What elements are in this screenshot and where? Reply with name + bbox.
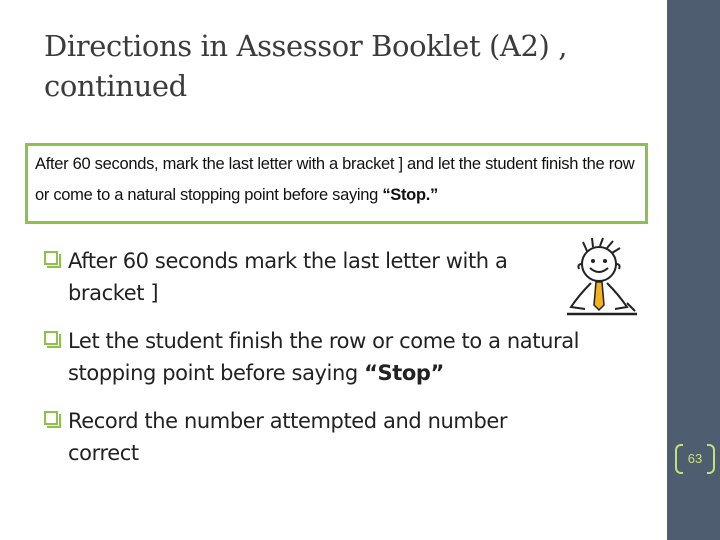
page-number: 63 <box>687 451 703 466</box>
bullet-text <box>68 245 507 309</box>
checkbox-bullet-icon <box>44 331 58 345</box>
excerpt-line-2-text: or come to a natural stopping point before saying <box>35 186 383 204</box>
student-writing-icon <box>565 237 639 317</box>
excerpt-stop-word: “Stop.” <box>382 186 438 204</box>
bullet-line: Let the student finish the row or come to a natural <box>68 329 580 353</box>
slide-title-line-2: continued <box>44 69 187 103</box>
bullet-text <box>68 405 507 469</box>
bullet-line-text: stopping point before saying <box>68 361 365 385</box>
bullet-line: correct <box>68 441 139 465</box>
page-number-badge <box>675 444 715 474</box>
booklet-excerpt-box <box>25 143 648 224</box>
bullet-line <box>68 357 579 389</box>
bullet-line: After 60 seconds mark the last letter with a <box>68 249 508 273</box>
slide-title <box>44 26 644 106</box>
bullet-line: Record the number attempted and number <box>68 409 508 433</box>
excerpt-line-2 <box>35 186 438 205</box>
excerpt-line-1: After 60 seconds, mark the last letter with a bracket ] and let the student finish the row <box>35 155 635 173</box>
checkbox-bullet-icon <box>44 251 58 265</box>
bullet-line: bracket ] <box>68 281 159 305</box>
bullet-text <box>68 325 579 389</box>
bullet-stop-word: “Stop” <box>364 361 444 385</box>
right-bracket-icon <box>707 444 715 474</box>
checkbox-bullet-icon <box>44 411 58 425</box>
slide-title-line-1: Directions in Assessor Booklet (A2) , <box>44 29 568 63</box>
